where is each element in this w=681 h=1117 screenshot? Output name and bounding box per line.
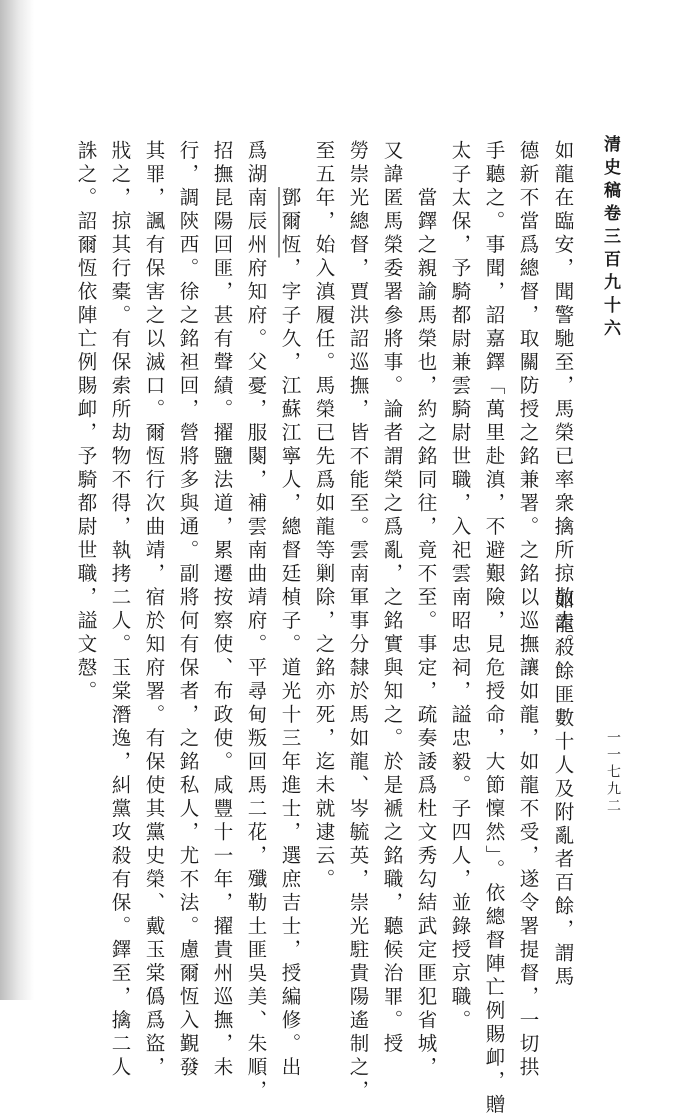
- page-number: 一一七九二: [605, 730, 621, 815]
- person-name: 鄧爾恆: [278, 187, 302, 258]
- text-column: 手聽之。事聞，詔嘉鐸「萬里赴滇，不避艱險，見危授命，大節懍然」。依總督陣亡例賜卹，贈: [482, 140, 506, 1117]
- text-column: 其罪，諷有保害之以滅口。爾恆行次曲靖，宿於知府署。有保使其黨史榮、戴玉棠僞爲盜，: [142, 140, 166, 1080]
- text-column: 戕之，掠其行橐。有保索所劫物不得，執拷二人。玉棠潛逸，糾黨攻殺有保。鐸至，擒二人: [108, 140, 132, 1080]
- text-column: 太子太保，予騎都尉兼雲騎尉世職，入祀雲南昭忠祠，謚忠毅。子四人，並錄授京職。: [448, 140, 472, 1033]
- text-column: 誅之。詔爾恆依陣亡例賜卹，予騎都尉世職，謚文慤。: [74, 140, 98, 704]
- text-column: 爲湖南辰州府知府。父憂，服闋，補雲南曲靖府。平尋甸叛回馬二花，殲勒土匪吳美、朱順，: [244, 140, 268, 1104]
- text-column: 如龍在臨安，聞警馳至，馬榮已率衆擒所掠散去。: [551, 140, 575, 657]
- text-column: 鄧爾恆，字子久，江蘇江寧人，總督廷楨子。道光十三年進士，選庶吉士，授編修。出: [278, 187, 302, 1080]
- text-column: 招撫昆陽回匪，甚有聲績。擢鹽法道，累遷按察使、布政使。咸豐十一年，擢貴州巡撫，未: [210, 140, 234, 1080]
- text-column: 當鐸之親諭馬榮也，約之銘同往，竟不至。事定，疏奏諉爲杜文秀勾結武定匪犯省城，: [414, 187, 438, 1080]
- binding-shadow: [0, 0, 34, 1000]
- text-column: 至五年，始入滇履任。馬榮已先爲如龍等剿除，之銘亦死，迄未就逮云。: [312, 140, 336, 892]
- text-column: 勞崇光總督，賈洪詔巡撫，皆不能至。雲南軍事分隸於馬如龍、岑毓英，崇光駐貴陽遙制之，: [346, 140, 370, 1104]
- text-column: 德新不當爲總督，取關防授之銘兼署。之銘以巡撫讓如龍，如龍不受，遂令署提督，一切拱: [516, 140, 540, 1080]
- running-header-title: 清史稿卷三百九十六: [600, 135, 620, 342]
- text-column: 又諱匿馬榮委署參將事。論者謂榮之爲亂，之銘實與知之。於是褫之銘職，聽候治罪。授: [380, 140, 404, 1057]
- text-column: 行，調陝西。徐之銘袒回，營將多與通。副將何有保者，之銘私人，尤不法。慮爾恆入覲發: [176, 140, 200, 1080]
- text-column: 如龍殺餘匪數十人及附亂者百餘，謂馬: [551, 590, 575, 990]
